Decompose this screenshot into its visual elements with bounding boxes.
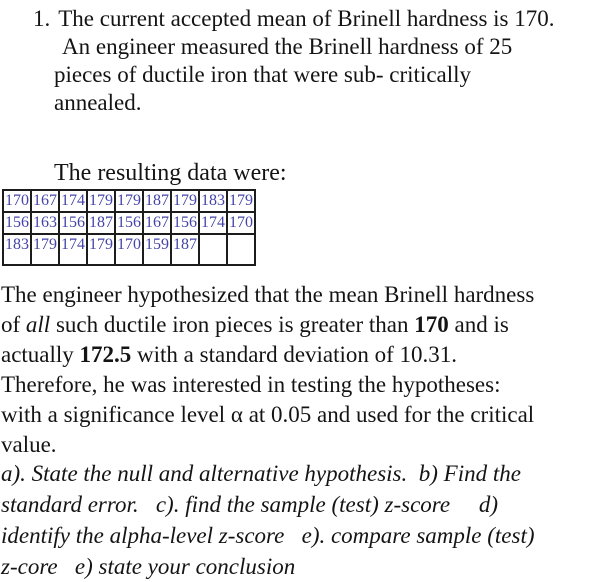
hypothesis-line: with a significance level α at 0.05 and used for the critical [1, 402, 535, 427]
question-line: standard error. c). find the sample (test) z-score d) [1, 492, 498, 517]
table-cell: 174 [59, 234, 87, 265]
data-table [2, 189, 256, 266]
problem-text: The current accepted mean of Brinell hardness is 170. [58, 6, 555, 31]
table-cell: 170 [115, 234, 143, 265]
hypothesis-paragraph [1, 280, 601, 460]
hypothesis-line [1, 310, 601, 340]
table-cell: 156 [3, 212, 31, 234]
table-row [3, 190, 255, 212]
question-line: z-core e) state your conclusion [1, 554, 296, 579]
text-segment: and is [448, 312, 509, 337]
table-cell: 174 [59, 190, 87, 212]
table-cell: 187 [87, 212, 115, 234]
table-cell: 174 [199, 212, 227, 234]
table-cell: 156 [171, 212, 199, 234]
problem-line: pieces of ductile iron that were sub- critically [54, 62, 472, 87]
questions-paragraph [1, 458, 601, 582]
bold-segment: 170 [414, 312, 449, 337]
data-intro: The resulting data were: [54, 160, 287, 186]
table-cell: 187 [143, 190, 171, 212]
table-row [3, 234, 255, 265]
table-row [3, 212, 255, 234]
table-cell: 179 [31, 234, 59, 265]
table-cell: 179 [171, 190, 199, 212]
hypothesis-line [1, 340, 601, 370]
table-cell: 159 [143, 234, 171, 265]
table-cell: 179 [115, 190, 143, 212]
table-cell: 167 [143, 212, 171, 234]
problem-line: An engineer measured the Brinell hardness of 25 [62, 34, 513, 59]
hypothesis-line: value. [1, 432, 57, 457]
table-cell: 183 [199, 190, 227, 212]
bold-segment: 172.5 [79, 342, 132, 367]
table-cell [199, 234, 227, 265]
table-cell: 156 [115, 212, 143, 234]
text-segment: with a standard deviation of 10.31. [131, 342, 458, 367]
text-segment: actually [1, 342, 80, 367]
table-cell: 163 [31, 212, 59, 234]
hypothesis-line: The engineer hypothesized that the mean Brinell hardness [1, 282, 535, 307]
table-cell: 187 [171, 234, 199, 265]
text-segment: such ductile iron pieces is greater than [50, 312, 415, 337]
table-cell: 170 [227, 212, 255, 234]
text-segment: of [1, 312, 26, 337]
table-cell: 167 [31, 190, 59, 212]
problem-line [0, 5, 601, 33]
question-line: identify the alpha-level z-score e). compare sample (test) [1, 523, 535, 548]
problem-line: annealed. [54, 90, 142, 115]
table-cell: 156 [59, 212, 87, 234]
table-cell: 179 [87, 190, 115, 212]
table-cell: 183 [3, 234, 31, 265]
table-cell: 179 [227, 190, 255, 212]
hypothesis-line: Therefore, he was interested in testing the hypotheses: [1, 372, 501, 397]
list-number: 1. [33, 6, 51, 31]
italic-segment: all [25, 312, 51, 337]
table-cell: 179 [87, 234, 115, 265]
problem-statement [0, 5, 601, 117]
table-cell [227, 234, 255, 265]
table-cell: 170 [3, 190, 31, 212]
question-line: a). State the null and alternative hypothesis. b) Find the [1, 461, 521, 486]
